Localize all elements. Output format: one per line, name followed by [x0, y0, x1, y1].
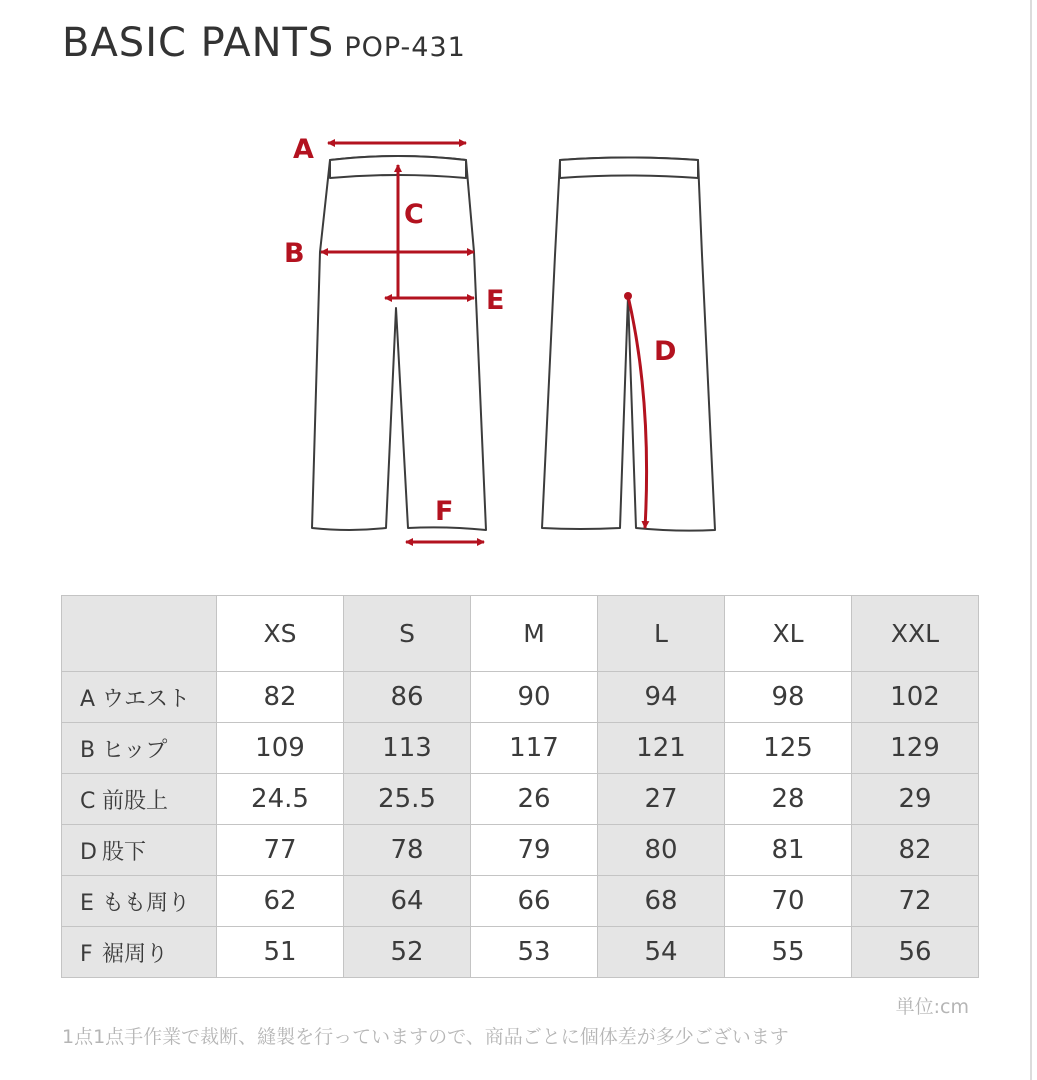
row-name: 前股上	[102, 788, 169, 814]
row-label	[62, 825, 217, 876]
table-cell: 64	[344, 876, 471, 927]
row-label	[62, 774, 217, 825]
label-c: C	[404, 199, 424, 230]
table-cell: 109	[217, 723, 344, 774]
table-cell: 52	[344, 927, 471, 978]
row-name: ウエスト	[102, 686, 191, 712]
row-letter: D	[80, 839, 97, 865]
unit-label: 単位:cm	[895, 996, 969, 1018]
table-row	[62, 927, 979, 978]
table-row	[62, 723, 979, 774]
table-cell: 79	[471, 825, 598, 876]
table-row	[62, 774, 979, 825]
table-cell: 72	[852, 876, 979, 927]
table-cell: 54	[598, 927, 725, 978]
table-cell: 56	[852, 927, 979, 978]
row-letter: E	[80, 890, 94, 916]
table-cell: 51	[217, 927, 344, 978]
size-header: XL	[725, 596, 852, 672]
table-row	[62, 825, 979, 876]
label-a: A	[293, 134, 314, 165]
row-name: 裾周り	[102, 941, 169, 967]
row-letter: A	[80, 686, 96, 712]
table-cell: 129	[852, 723, 979, 774]
table-cell: 80	[598, 825, 725, 876]
table-cell: 125	[725, 723, 852, 774]
row-letter: B	[80, 737, 96, 763]
row-letter: C	[80, 788, 96, 814]
table-cell: 28	[725, 774, 852, 825]
label-b: B	[284, 238, 305, 269]
row-label	[62, 723, 217, 774]
label-d: D	[654, 336, 677, 367]
row-name: ヒップ	[102, 737, 168, 763]
table-cell: 24.5	[217, 774, 344, 825]
row-label	[62, 672, 217, 723]
row-name: もも周り	[102, 890, 191, 916]
table-cell: 86	[344, 672, 471, 723]
table-cell: 27	[598, 774, 725, 825]
pants-back	[542, 158, 715, 531]
table-row	[62, 876, 979, 927]
row-label	[62, 876, 217, 927]
table-cell: 29	[852, 774, 979, 825]
table-cell: 68	[598, 876, 725, 927]
size-header-row	[62, 596, 979, 672]
corner-cell	[62, 596, 217, 672]
size-header: M	[471, 596, 598, 672]
label-f: F	[435, 496, 454, 527]
label-e: E	[486, 285, 505, 316]
row-label	[62, 927, 217, 978]
table-cell: 90	[471, 672, 598, 723]
table-cell: 26	[471, 774, 598, 825]
table-cell: 78	[344, 825, 471, 876]
row-letter: F	[80, 941, 93, 967]
table-cell: 53	[471, 927, 598, 978]
size-header: S	[344, 596, 471, 672]
size-header: XS	[217, 596, 344, 672]
table-cell: 82	[852, 825, 979, 876]
row-name: 股下	[102, 839, 147, 865]
table-cell: 77	[217, 825, 344, 876]
size-header: XXL	[852, 596, 979, 672]
table-cell: 66	[471, 876, 598, 927]
table-cell: 113	[344, 723, 471, 774]
table-cell: 94	[598, 672, 725, 723]
product-name: BASIC PANTS	[62, 20, 335, 66]
table-cell: 98	[725, 672, 852, 723]
table-cell: 62	[217, 876, 344, 927]
handmade-note: 1点1点手作業で裁断、縫製を行っていますので、商品ごとに個体差が多少ございます	[62, 1026, 789, 1048]
table-cell: 117	[471, 723, 598, 774]
size-header: L	[598, 596, 725, 672]
table-cell: 82	[217, 672, 344, 723]
table-cell: 121	[598, 723, 725, 774]
table-cell: 102	[852, 672, 979, 723]
table-cell: 81	[725, 825, 852, 876]
table-cell: 70	[725, 876, 852, 927]
table-cell: 25.5	[344, 774, 471, 825]
inseam-start-dot	[624, 292, 632, 300]
table-row	[62, 672, 979, 723]
size-table	[61, 595, 979, 978]
product-code: POP-431	[344, 32, 466, 63]
table-cell: 55	[725, 927, 852, 978]
